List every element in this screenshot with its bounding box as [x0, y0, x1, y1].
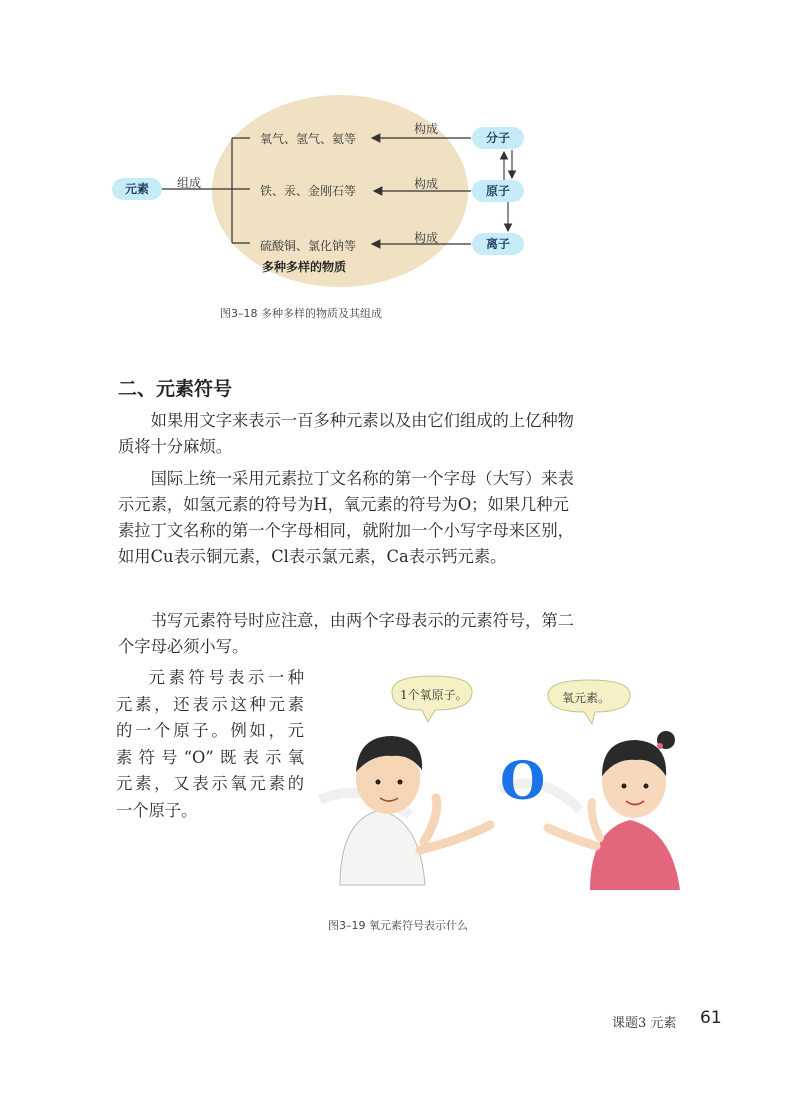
variety-label: 多种多样的物质: [262, 260, 347, 274]
element-pill: 元素: [112, 178, 162, 200]
boy-figure: [340, 736, 490, 885]
side-line-4: 素符号“O”既表示氧: [116, 747, 304, 767]
side-line-6: 一个原子。: [116, 800, 198, 820]
side-line-1: 元素符号表示一种: [148, 668, 304, 687]
ion-pill: 离子: [472, 233, 524, 255]
atom-pill: 原子: [472, 180, 524, 202]
diagram-lines: [0, 0, 800, 300]
substance-label-1: 氧气、氢气、氦等: [260, 132, 357, 146]
constitute-label-1: 构成: [414, 122, 439, 136]
oxygen-symbol: O: [500, 751, 546, 812]
side-paragraph: [116, 665, 304, 824]
paragraph-1: 如果用文字来表示一百多种元素以及由它们组成的上亿种物质将十分麻烦。: [118, 411, 574, 456]
side-line-3: 的一个原子。例如，元: [116, 721, 304, 740]
footer-chapter: 课题3 元素: [612, 1016, 677, 1031]
constitute-label-3: 构成: [414, 231, 439, 245]
paragraph-2: 国际上统一采用元素拉丁文名称的第一个字母（大写）来表示元素，如氢元素的符号为H，氧元素的符号为O；如果几种元素拉丁文名称的第一个字母相同，就附加一个小写字母来区别，如用Cu表示铜元素，Cl表示氯元素，Ca表示钙元素。: [118, 469, 574, 566]
side-line-2: 元素，还表示这种元素: [116, 694, 304, 714]
substance-label-2: 铁、汞、金刚石等: [260, 184, 357, 198]
substance-label-3: 硫酸铜、氯化钠等: [260, 239, 357, 253]
side-line-5: 元素，又表示氧元素的: [116, 774, 304, 793]
constitute-label-2: 构成: [414, 177, 439, 191]
girl-figure: [548, 731, 680, 890]
illustration-figure: [300, 670, 720, 940]
page-number: 61: [700, 1008, 722, 1028]
girl-bubble-text: 氧元素。: [562, 691, 611, 705]
figure-caption-3-19: 图3–19 氧元素符号表示什么: [328, 919, 468, 932]
compose-label: 组成: [177, 176, 202, 190]
section-heading: 二、元素符号: [118, 378, 233, 400]
molecule-pill: 分子: [472, 127, 524, 149]
boy-bubble-text: 1个氧原子。: [400, 688, 468, 702]
diagram-figure: [0, 0, 800, 330]
figure-caption-3-18: 图3–18 多种多样的物质及其组成: [220, 307, 382, 320]
paragraph-3: 书写元素符号时应注意，由两个字母表示的元素符号，第二个字母必须小写。: [118, 611, 574, 656]
